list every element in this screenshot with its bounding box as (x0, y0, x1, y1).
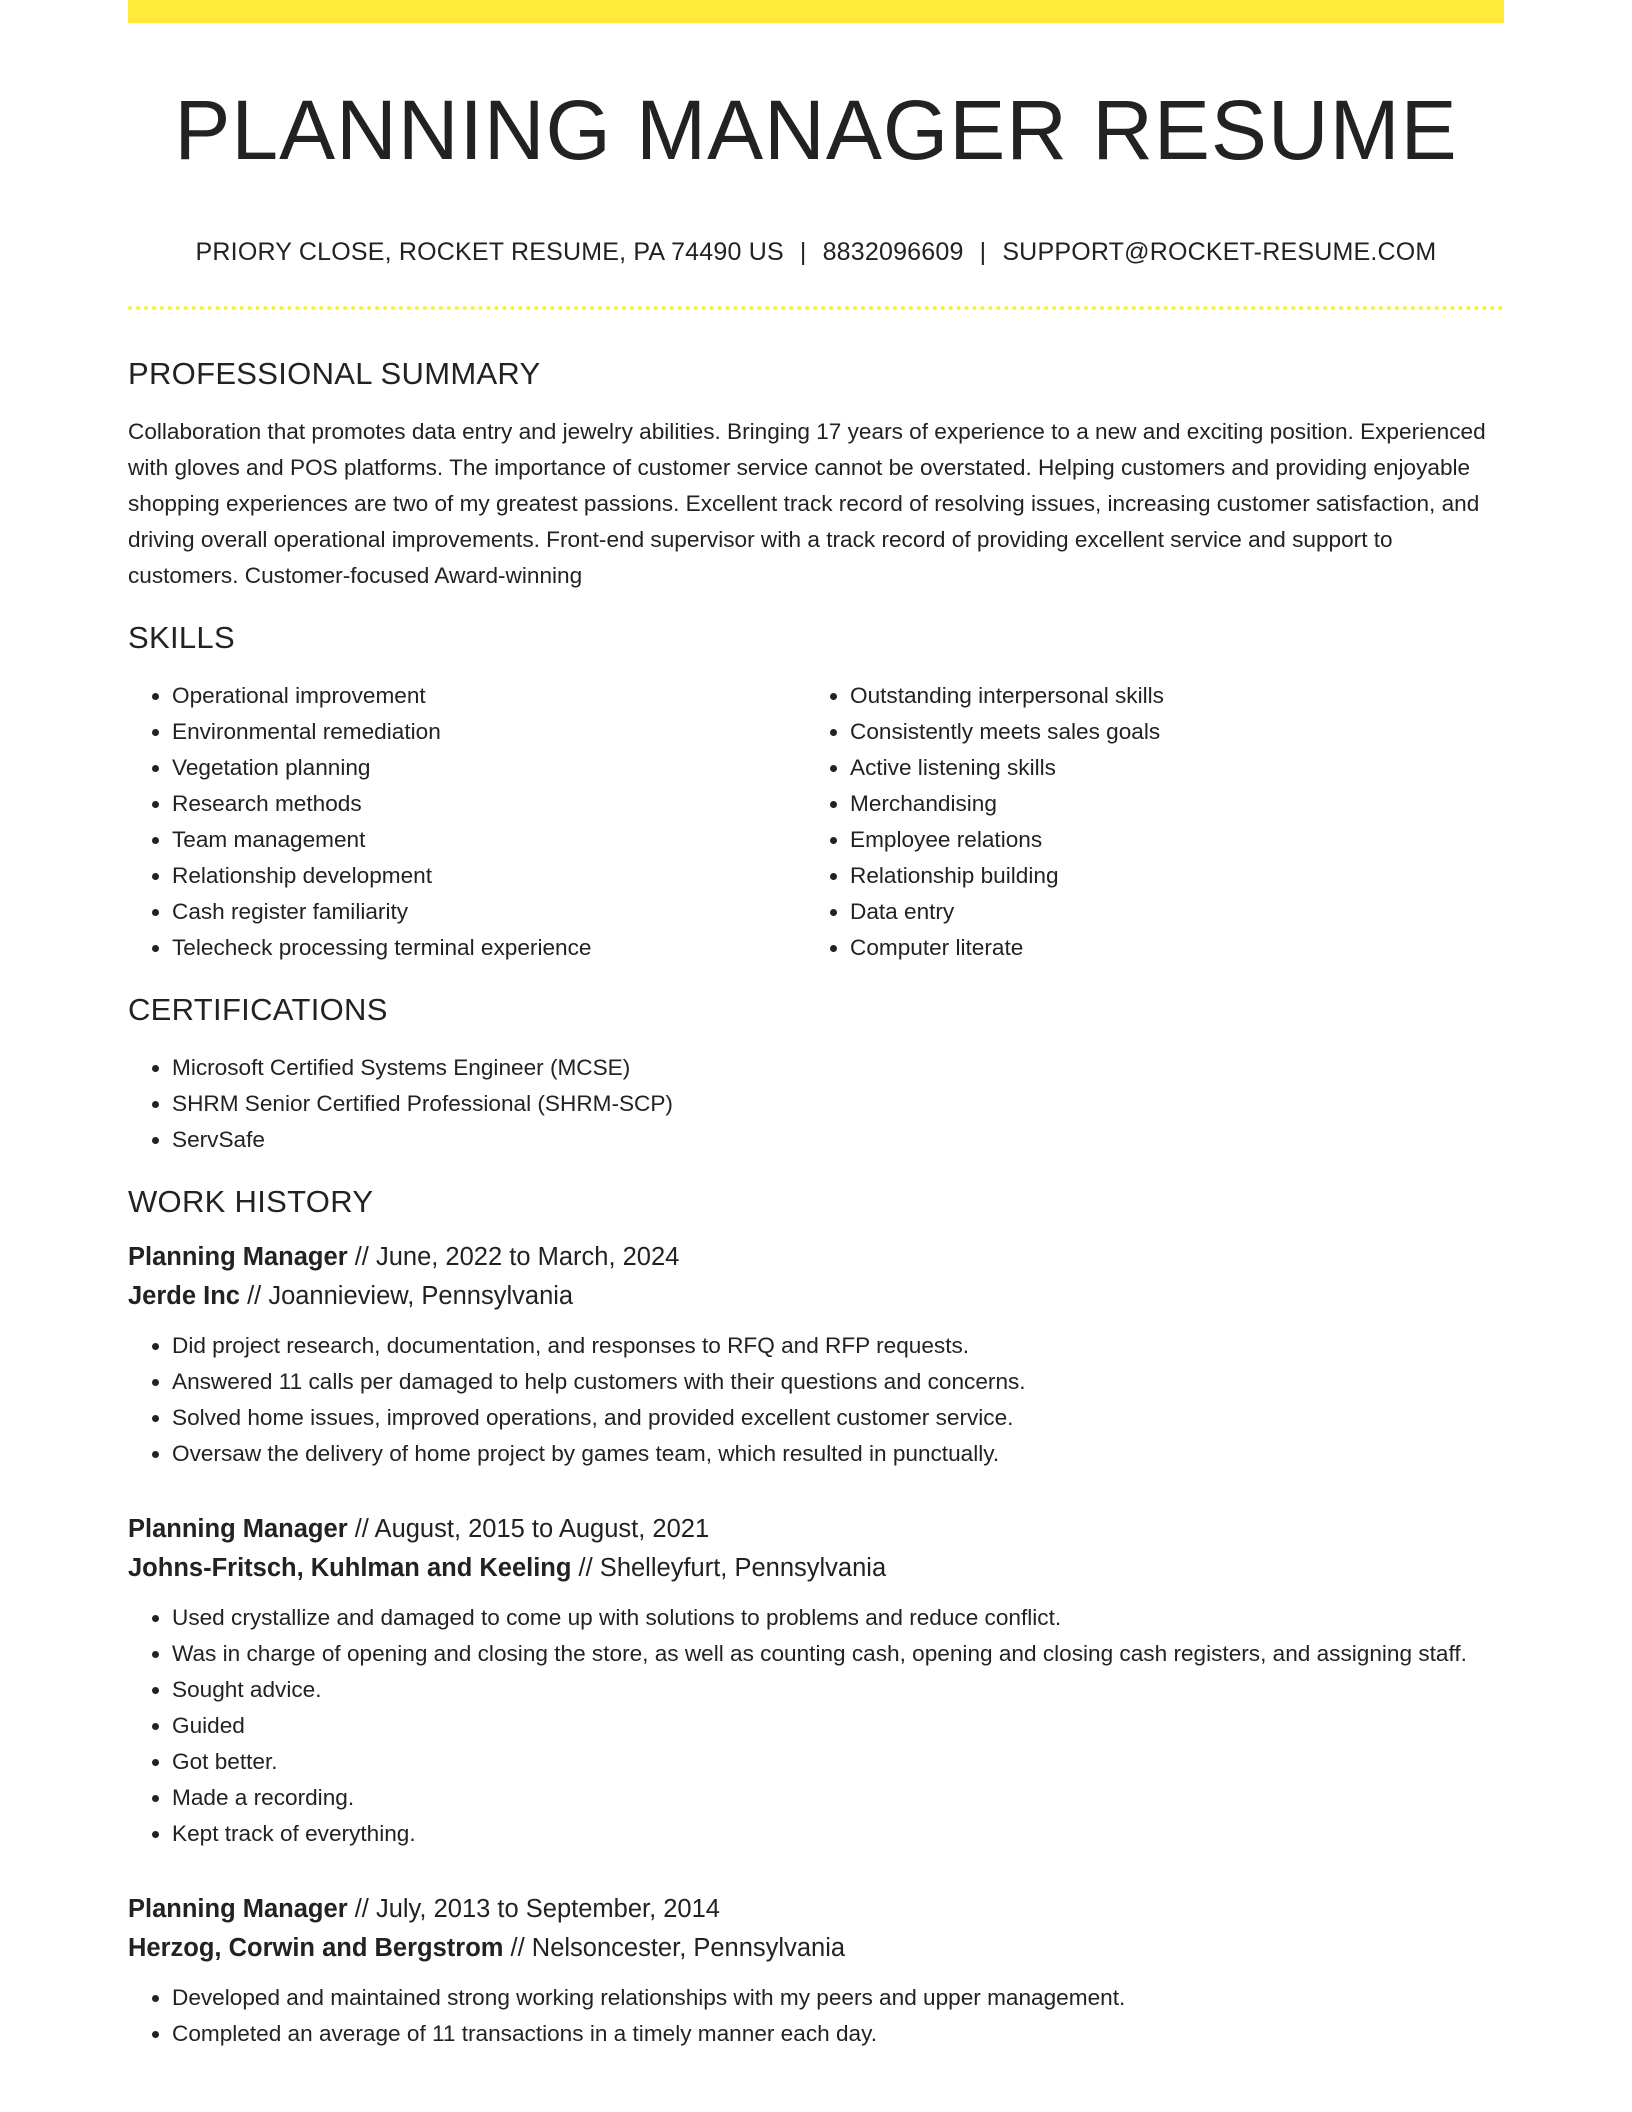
job-title-line (128, 1238, 1504, 1277)
job-bullet: • Completed an average of 11 transactions in a timely manner each day. (172, 2016, 1504, 2052)
contact-email: SUPPORT@ROCKET-RESUME.COM (1002, 238, 1437, 266)
skill-item: • Environmental remediation (172, 714, 806, 750)
job-company-line (128, 1929, 1504, 1968)
skills-left-column (128, 678, 806, 966)
skills-heading: SKILLS (128, 620, 235, 655)
job-bullets (128, 1328, 1504, 1472)
contact-phone: 8832096609 (822, 238, 964, 266)
job-company-line (128, 1549, 1504, 1588)
job-location: // Nelsoncester, Pennsylvania (503, 1934, 846, 1962)
job-location: // Shelleyfurt, Pennsylvania (571, 1554, 887, 1582)
summary-heading: PROFESSIONAL SUMMARY (128, 356, 541, 391)
skill-item: • Cash register familiarity (172, 894, 806, 930)
summary-section (128, 352, 1504, 594)
job-company: Jerde Inc (128, 1282, 240, 1310)
job-bullet: • Developed and maintained strong working relationships with my peers and upper management. (172, 1980, 1504, 2016)
skill-item: • Merchandising (850, 786, 1484, 822)
skills-section (128, 616, 1504, 966)
contact-separator: | (979, 238, 987, 266)
job-bullet: • Solved home issues, improved operations, and provided excellent customer service. (172, 1400, 1504, 1436)
skill-item: • Operational improvement (172, 678, 806, 714)
job-entry (128, 1890, 1504, 2052)
certification-item: • SHRM Senior Certified Professional (SHRM-SCP) (172, 1086, 1504, 1122)
job-bullet: • Guided (172, 1708, 1504, 1744)
contact-line (128, 238, 1504, 267)
job-bullet: • Made a recording. (172, 1780, 1504, 1816)
certifications-list (128, 1050, 1504, 1158)
certifications-heading: CERTIFICATIONS (128, 992, 388, 1027)
skills-columns (128, 678, 1504, 966)
skills-left-list (128, 678, 806, 966)
job-company: Herzog, Corwin and Bergstrom (128, 1934, 504, 1962)
skill-item: • Relationship development (172, 858, 806, 894)
job-bullet: • Oversaw the delivery of home project by games team, which resulted in punctually. (172, 1436, 1504, 1472)
job-company: Johns-Fritsch, Kuhlman and Keeling (128, 1554, 572, 1582)
skill-item: • Team management (172, 822, 806, 858)
jobs-container (128, 1238, 1504, 2052)
certifications-section (128, 988, 1504, 1158)
skills-right-list (806, 678, 1484, 966)
skill-item: • Employee relations (850, 822, 1484, 858)
skill-item: • Vegetation planning (172, 750, 806, 786)
skills-right-column (806, 678, 1484, 966)
job-title-line (128, 1890, 1504, 1929)
job-dates: // August, 2015 to August, 2021 (347, 1515, 710, 1543)
skill-item: • Consistently meets sales goals (850, 714, 1484, 750)
resume-body (128, 352, 1504, 2090)
job-title: Planning Manager (128, 1515, 348, 1543)
work-history-section (128, 1180, 1504, 2052)
summary-text: Collaboration that promotes data entry and jewelry abilities. Bringing 17 years of experience to a new and exciting position. Experienced with gloves and POS platforms. The importance of customer service cannot be overstated. Helping customers and providing enjoyable shopping experiences are two of my greatest passions. Excellent track record of resolving issues, increasing customer satisfaction, and driving overall operational improvements. Front-end supervisor with a track record of providing excellent service and support to customers. Customer-focused Award-winning (128, 419, 1486, 588)
work-history-heading: WORK HISTORY (128, 1184, 374, 1219)
job-title-line (128, 1510, 1504, 1549)
skill-item: • Computer literate (850, 930, 1484, 966)
job-bullet: • Used crystallize and damaged to come up with solutions to problems and reduce conflict. (172, 1600, 1504, 1636)
job-entry (128, 1510, 1504, 1852)
skill-item: • Telecheck processing terminal experience (172, 930, 806, 966)
job-bullet: • Sought advice. (172, 1672, 1504, 1708)
job-bullet: • Kept track of everything. (172, 1816, 1504, 1852)
job-entry (128, 1238, 1504, 1472)
certification-item: • Microsoft Certified Systems Engineer (MCSE) (172, 1050, 1504, 1086)
skill-item: • Outstanding interpersonal skills (850, 678, 1484, 714)
skill-item: • Relationship building (850, 858, 1484, 894)
job-bullets (128, 1600, 1504, 1852)
certification-item: • ServSafe (172, 1122, 1504, 1158)
job-bullet: • Got better. (172, 1744, 1504, 1780)
top-accent-bar (128, 0, 1504, 23)
page-title: PLANNING MANAGER RESUME (174, 83, 1458, 177)
job-title: Planning Manager (128, 1243, 348, 1271)
skill-item: • Active listening skills (850, 750, 1484, 786)
job-bullet: • Was in charge of opening and closing the store, as well as counting cash, opening and closing cash registers, and assigning staff. (172, 1636, 1504, 1672)
dotted-divider (128, 306, 1504, 310)
job-title: Planning Manager (128, 1895, 348, 1923)
job-dates: // June, 2022 to March, 2024 (347, 1243, 680, 1271)
job-company-line (128, 1277, 1504, 1316)
skill-item: • Data entry (850, 894, 1484, 930)
job-bullets (128, 1980, 1504, 2052)
contact-address: PRIORY CLOSE, ROCKET RESUME, PA 74490 US (195, 238, 784, 266)
skill-item: • Research methods (172, 786, 806, 822)
job-bullet: • Did project research, documentation, and responses to RFQ and RFP requests. (172, 1328, 1504, 1364)
job-dates: // July, 2013 to September, 2014 (347, 1895, 720, 1923)
contact-separator: | (799, 238, 807, 266)
job-location: // Joannieview, Pennsylvania (239, 1282, 574, 1310)
job-bullet: • Answered 11 calls per damaged to help customers with their questions and concerns. (172, 1364, 1504, 1400)
